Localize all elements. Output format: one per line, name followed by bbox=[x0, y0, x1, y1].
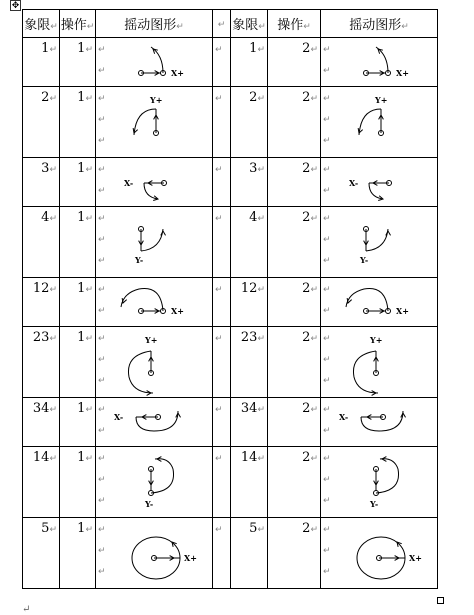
figure-cell: ↵ ↵ ↵ Y+ bbox=[96, 327, 213, 398]
spacer-cell: ↵ bbox=[213, 10, 231, 38]
header-figure-left: 摇动图形↵ bbox=[96, 10, 213, 38]
figure-cell: ↵ ↵ X+ bbox=[96, 38, 213, 87]
figure-cell: ↵ ↵ X- bbox=[96, 158, 213, 207]
swing-figure bbox=[321, 447, 438, 518]
operation-value: 1 bbox=[77, 450, 86, 465]
axis-label: Y- bbox=[145, 499, 154, 509]
axis-label: Y- bbox=[370, 499, 379, 509]
operation-cell: 1↵ bbox=[60, 327, 96, 398]
spacer-cell: ↵ bbox=[213, 87, 231, 158]
operation-cell: 2↵ bbox=[268, 87, 321, 158]
spacer-cell: ↵ bbox=[213, 278, 231, 327]
quadrant-cell: 12↵ bbox=[23, 278, 60, 327]
swing-figure bbox=[321, 158, 438, 207]
spacer-cell: ↵ bbox=[213, 158, 231, 207]
figure-cell: ↵ ↵ X- bbox=[321, 398, 438, 447]
operation-cell: 2↵ bbox=[268, 278, 321, 327]
swing-figure bbox=[96, 87, 213, 158]
axis-label: Y+ bbox=[370, 335, 383, 345]
operation-value: 1 bbox=[77, 521, 86, 536]
swing-figure bbox=[321, 278, 438, 327]
quadrant-cell: 12↵ bbox=[231, 278, 268, 327]
quadrant-cell: 2↵ bbox=[231, 87, 268, 158]
quadrant-cell: 3↵ bbox=[23, 158, 60, 207]
table-row bbox=[23, 327, 438, 398]
swing-figure bbox=[321, 87, 438, 158]
operation-cell: 2↵ bbox=[268, 447, 321, 518]
operation-cell: 1↵ bbox=[60, 447, 96, 518]
axis-label: Y- bbox=[135, 255, 144, 265]
figure-cell: ↵ ↵ X- bbox=[96, 398, 213, 447]
table-row bbox=[23, 398, 438, 447]
quadrant-value: 5 bbox=[41, 521, 50, 536]
axis-label: X+ bbox=[409, 553, 422, 563]
operation-value: 1 bbox=[77, 210, 86, 225]
quadrant-cell: 4↵ bbox=[23, 207, 60, 278]
swing-figure bbox=[321, 38, 438, 87]
header-operation-right: 操作↵ bbox=[268, 10, 321, 38]
quadrant-value: 23 bbox=[240, 330, 258, 345]
operation-cell: 2↵ bbox=[268, 207, 321, 278]
header-quadrant-left: 象限↵ bbox=[23, 10, 60, 38]
table-row bbox=[23, 447, 438, 518]
figure-cell: ↵ ↵ ↵ Y- bbox=[321, 207, 438, 278]
operation-value: 1 bbox=[77, 41, 86, 56]
quadrant-cell: 2↵ bbox=[23, 87, 60, 158]
axis-label: X+ bbox=[396, 68, 409, 78]
quadrant-value: 1 bbox=[41, 41, 50, 56]
header-operation-left: 操作↵ bbox=[60, 10, 96, 38]
axis-label: X- bbox=[114, 412, 124, 422]
operation-value: 1 bbox=[77, 401, 86, 416]
quadrant-value: 2 bbox=[249, 90, 258, 105]
quadrant-cell: 23↵ bbox=[23, 327, 60, 398]
swing-figure bbox=[96, 398, 213, 447]
operation-cell: 1↵ bbox=[60, 398, 96, 447]
figure-cell: ↵ ↵ X+ bbox=[321, 38, 438, 87]
axis-label: Y+ bbox=[145, 335, 158, 345]
axis-label: X- bbox=[124, 178, 134, 188]
quadrant-value: 23 bbox=[32, 330, 50, 345]
quadrant-cell: 5↵ bbox=[23, 518, 60, 589]
paragraph-mark: ↵ bbox=[22, 604, 31, 615]
spacer-cell: ↵ bbox=[213, 207, 231, 278]
quadrant-value: 3 bbox=[41, 161, 50, 176]
swing-figure bbox=[96, 447, 213, 518]
operation-value: 2 bbox=[302, 521, 311, 536]
quadrant-value: 34 bbox=[32, 401, 50, 416]
quadrant-value: 12 bbox=[32, 281, 50, 296]
figure-cell: ↵ ↵ ↵ Y+ bbox=[321, 87, 438, 158]
axis-label: X+ bbox=[396, 306, 409, 316]
swing-pattern-table bbox=[22, 9, 438, 589]
spacer-cell: ↵ bbox=[213, 327, 231, 398]
table-row bbox=[23, 278, 438, 327]
header-quadrant-right: 象限↵ bbox=[231, 10, 268, 38]
operation-value: 1 bbox=[77, 330, 86, 345]
quadrant-cell: 3↵ bbox=[231, 158, 268, 207]
figure-cell: ↵ ↵ X+ bbox=[96, 278, 213, 327]
quadrant-cell: 5↵ bbox=[231, 518, 268, 589]
figure-cell: ↵ ↵ ↵ Y+ bbox=[321, 327, 438, 398]
table-row bbox=[23, 518, 438, 589]
quadrant-value: 4 bbox=[41, 210, 50, 225]
header-figure-right: 摇动图形↵ bbox=[321, 10, 438, 38]
spacer-cell: ↵ bbox=[213, 38, 231, 87]
table-resize-handle[interactable] bbox=[437, 597, 444, 604]
swing-figure bbox=[96, 278, 213, 327]
operation-value: 1 bbox=[77, 281, 86, 296]
figure-cell: ↵ ↵ ↵ Y- bbox=[96, 207, 213, 278]
operation-cell: 2↵ bbox=[268, 327, 321, 398]
swing-figure bbox=[321, 207, 438, 278]
swing-figure bbox=[321, 327, 438, 398]
spacer-cell: ↵ bbox=[213, 398, 231, 447]
figure-cell: ↵ ↵ ↵ Y- bbox=[321, 447, 438, 518]
quadrant-value: 1 bbox=[249, 41, 258, 56]
quadrant-value: 2 bbox=[41, 90, 50, 105]
table-row bbox=[23, 207, 438, 278]
operation-value: 2 bbox=[302, 210, 311, 225]
quadrant-cell: 1↵ bbox=[23, 38, 60, 87]
swing-figure bbox=[321, 518, 438, 589]
quadrant-value: 14 bbox=[32, 450, 50, 465]
quadrant-value: 3 bbox=[249, 161, 258, 176]
swing-figure bbox=[96, 327, 213, 398]
operation-value: 1 bbox=[77, 90, 86, 105]
quadrant-value: 4 bbox=[249, 210, 258, 225]
quadrant-value: 5 bbox=[249, 521, 258, 536]
axis-label: Y+ bbox=[375, 95, 388, 105]
swing-figure bbox=[96, 207, 213, 278]
operation-cell: 1↵ bbox=[60, 158, 96, 207]
quadrant-cell: 34↵ bbox=[23, 398, 60, 447]
quadrant-value: 34 bbox=[240, 401, 258, 416]
figure-cell: ↵ ↵ ↵ Y- bbox=[96, 447, 213, 518]
operation-cell: 2↵ bbox=[268, 38, 321, 87]
swing-figure bbox=[96, 158, 213, 207]
operation-cell: 1↵ bbox=[60, 207, 96, 278]
quadrant-value: 14 bbox=[240, 450, 258, 465]
operation-value: 2 bbox=[302, 161, 311, 176]
figure-cell: ↵ ↵ ↵ X+ bbox=[321, 518, 438, 589]
axis-label: X- bbox=[339, 412, 349, 422]
table-row bbox=[23, 38, 438, 87]
operation-value: 2 bbox=[302, 401, 311, 416]
quadrant-cell: 4↵ bbox=[231, 207, 268, 278]
axis-label: Y+ bbox=[150, 95, 163, 105]
quadrant-cell: 23↵ bbox=[231, 327, 268, 398]
operation-value: 2 bbox=[302, 41, 311, 56]
operation-value: 2 bbox=[302, 281, 311, 296]
swing-figure bbox=[96, 38, 213, 87]
figure-cell: ↵ ↵ X- bbox=[321, 158, 438, 207]
table-row bbox=[23, 158, 438, 207]
operation-value: 1 bbox=[77, 161, 86, 176]
quadrant-cell: 14↵ bbox=[23, 447, 60, 518]
swing-figure bbox=[96, 518, 213, 589]
axis-label: Y- bbox=[360, 255, 369, 265]
axis-label: X- bbox=[349, 178, 359, 188]
quadrant-cell: 34↵ bbox=[231, 398, 268, 447]
axis-label: X+ bbox=[171, 68, 184, 78]
operation-cell: 2↵ bbox=[268, 518, 321, 589]
spacer-cell: ↵ bbox=[213, 518, 231, 589]
table-row bbox=[23, 87, 438, 158]
figure-cell: ↵ ↵ ↵ X+ bbox=[96, 518, 213, 589]
operation-value: 2 bbox=[302, 90, 311, 105]
figure-cell: ↵ ↵ ↵ Y+ bbox=[96, 87, 213, 158]
quadrant-value: 12 bbox=[240, 281, 258, 296]
operation-value: 2 bbox=[302, 330, 311, 345]
header-row bbox=[23, 10, 438, 38]
operation-cell: 1↵ bbox=[60, 87, 96, 158]
table-move-handle[interactable]: ✥ bbox=[11, 1, 20, 11]
spacer-cell: ↵ bbox=[213, 447, 231, 518]
quadrant-cell: 14↵ bbox=[231, 447, 268, 518]
axis-label: X+ bbox=[184, 553, 197, 563]
swing-figure bbox=[321, 398, 438, 447]
operation-value: 2 bbox=[302, 450, 311, 465]
operation-cell: 1↵ bbox=[60, 38, 96, 87]
operation-cell: 2↵ bbox=[268, 398, 321, 447]
quadrant-cell: 1↵ bbox=[231, 38, 268, 87]
axis-label: X+ bbox=[171, 306, 184, 316]
operation-cell: 1↵ bbox=[60, 278, 96, 327]
operation-cell: 1↵ bbox=[60, 518, 96, 589]
figure-cell: ↵ ↵ X+ bbox=[321, 278, 438, 327]
operation-cell: 2↵ bbox=[268, 158, 321, 207]
